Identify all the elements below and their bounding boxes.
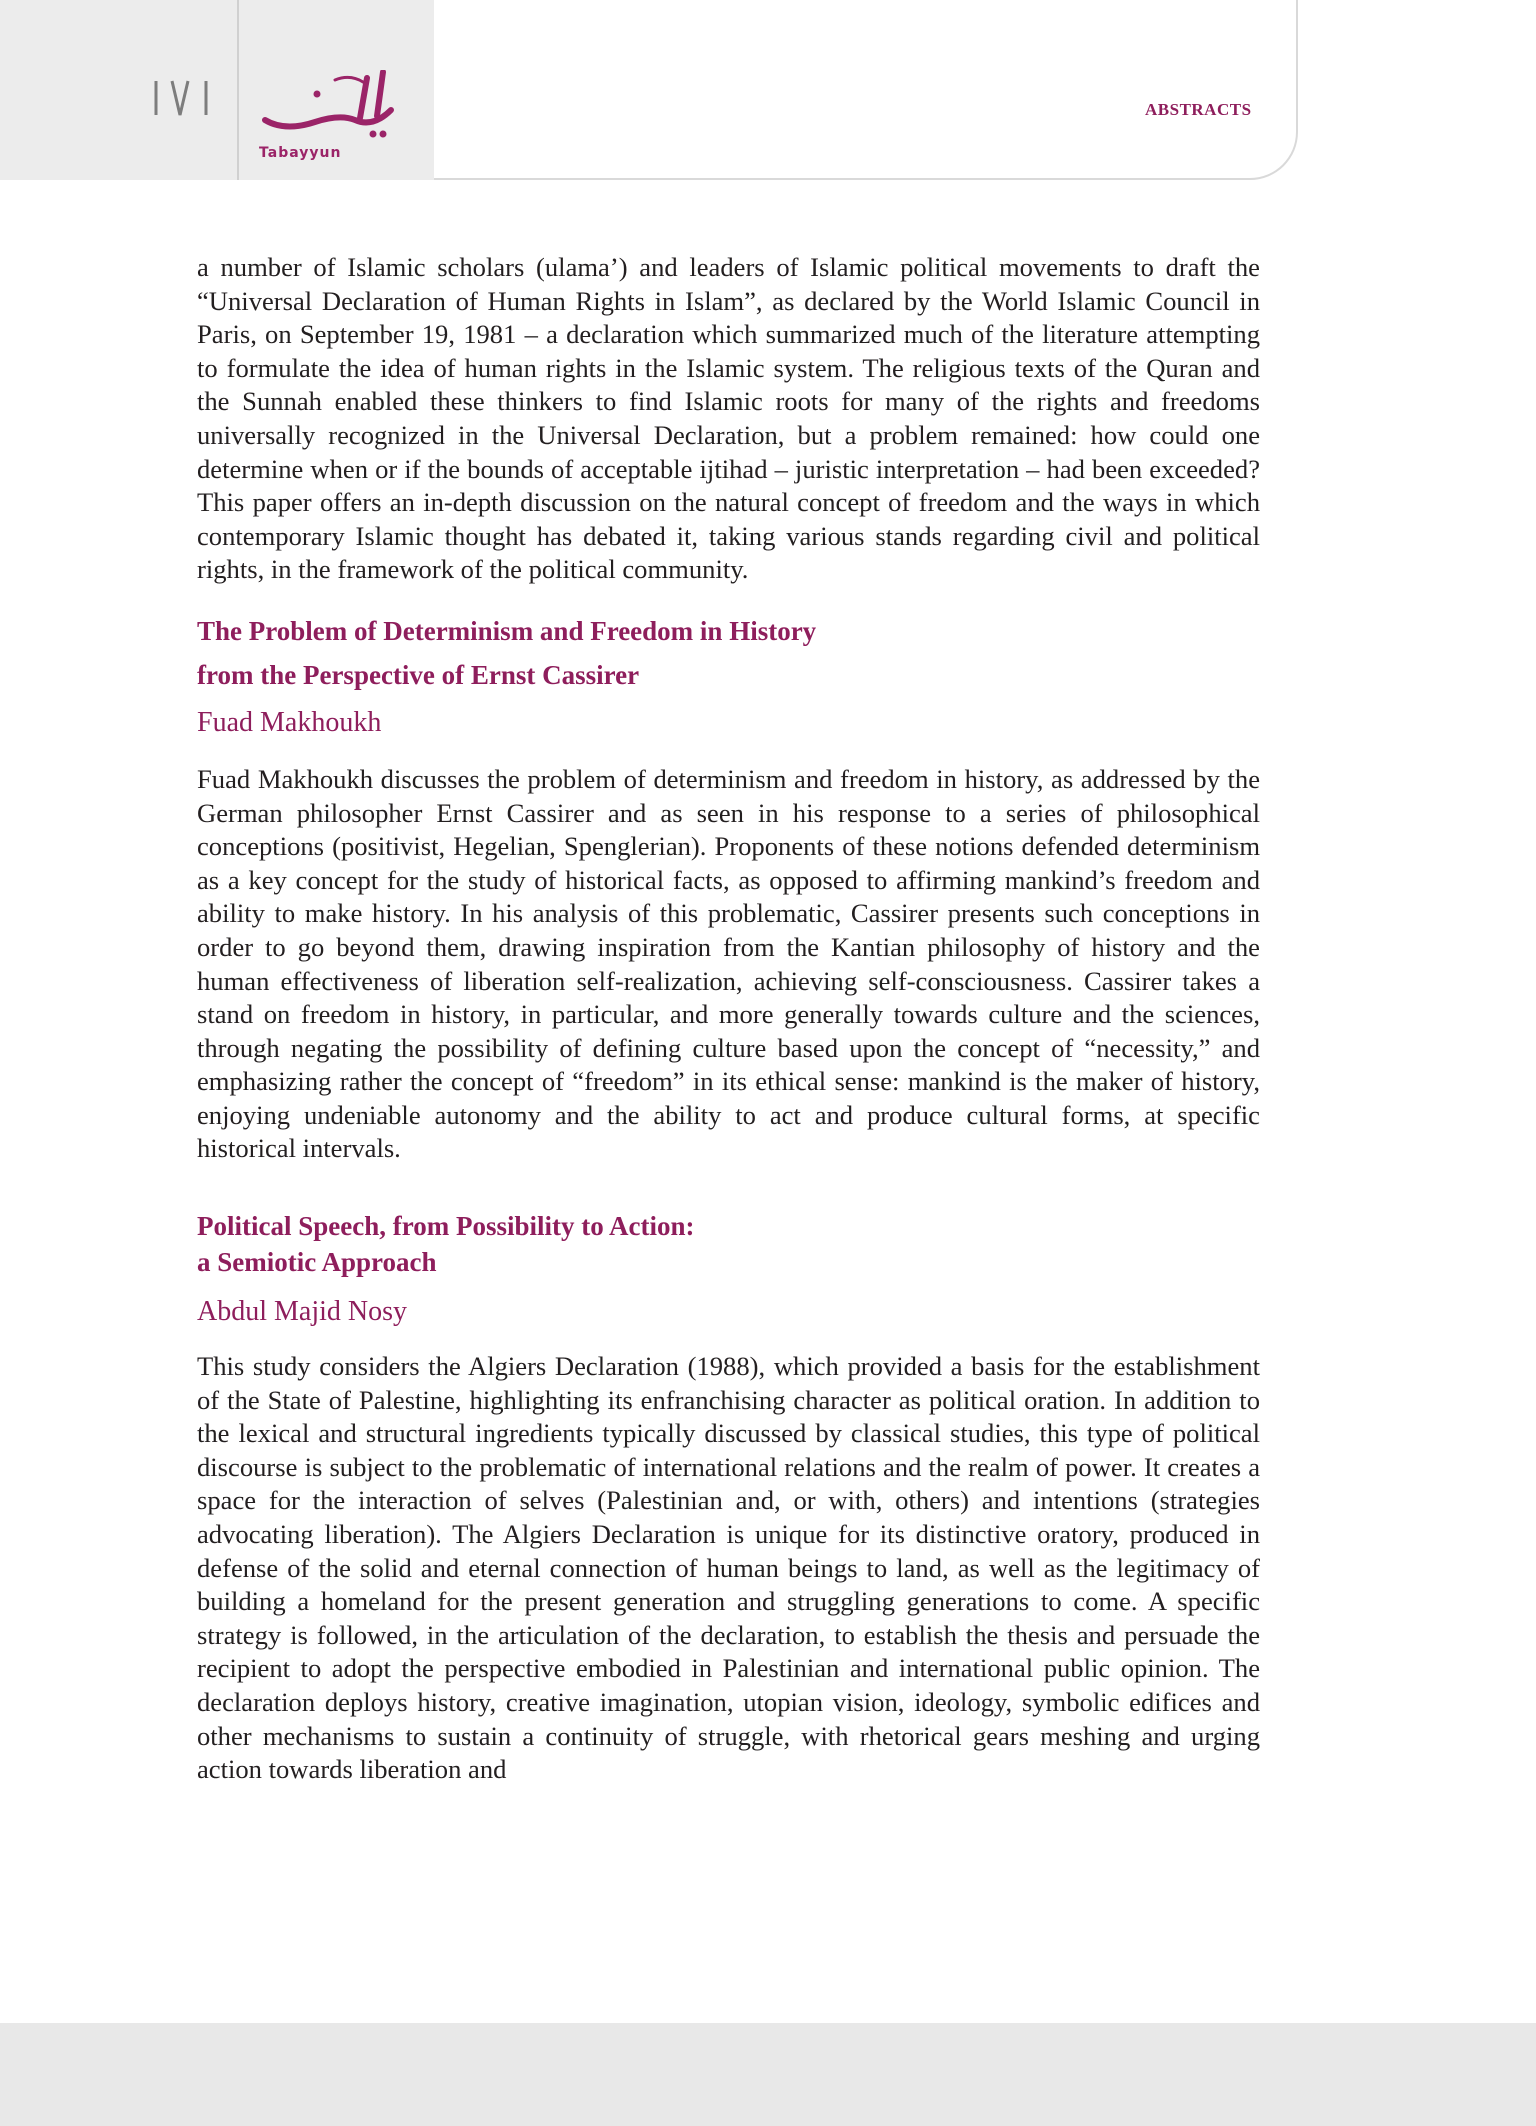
article-2 — [197, 1208, 1260, 1787]
page-number-arabic-digits — [150, 78, 230, 118]
intro-paragraph: a number of Islamic scholars (ulama’) and leaders of Islamic political movements to draft the “Universal Declaration of Human Rights in Islam”, as declared by the World Islamic Council in Paris, on September 19, 1981 – a declaration which summarized much of the literature attempting to formulate the idea of human rights in the Islamic system. The religious texts of the Quran and the Sunnah enabled these thinkers to find Islamic roots for many of the rights and freedoms universally recognized in the Universal Declaration, but a problem remained: how could one determine when or if the bounds of acceptable ijtihad – juristic interpretation – had been exceeded? This paper offers an in-depth discussion on the natural concept of freedom and the ways in which contemporary Islamic thought has debated it, taking various stands regarding civil and political rights, in the framework of the political community. — [197, 252, 1260, 585]
article-1-abstract: Fuad Makhoukh discusses the problem of determinism and freedom in history, as addressed by the German philosopher Ernst Cassirer and as seen in his response to a series of philosophical conceptions (positivist, Hegelian, Spenglerian). Proponents of these notions defended determinism as a key concept for the study of historical facts, as opposed to affirming mankind’s freedom and ability to make history. In his analysis of this problematic, Cassirer presents such conceptions in order to go beyond them, drawing inspiration from the Kantian philosophy of history and the human effectiveness of liberation self-realization, achieving self-consciousness. Cassirer takes a stand on freedom in history, in particular, and more generally towards culture and the sciences, through negating the possibility of defining culture based upon the concept of “necessity,” and emphasizing rather the concept of “freedom” in its ethical sense: mankind is the maker of history, enjoying undeniable autonomy and the ability to act and produce cultural forms, at specific historical intervals. — [197, 763, 1260, 1164]
article-1-title-line1: The Problem of Determinism and Freedom in History — [197, 615, 817, 646]
header-divider — [237, 0, 239, 180]
article-1 — [197, 609, 1260, 1166]
article-content — [197, 251, 1260, 1787]
article-1-author: Fuad Makhoukh — [197, 706, 382, 738]
article-1-title-line2: from the Perspective of Ernst Cassirer — [197, 659, 640, 690]
article-2-title-line2: a Semiotic Approach — [197, 1247, 437, 1278]
logo-latin-text: Tabayyun — [259, 145, 342, 161]
article-2-title-line1: Political Speech, from Possibility to Action: — [197, 1211, 695, 1242]
page-header — [0, 0, 1298, 180]
section-label: ABSTRACTS — [1145, 100, 1252, 119]
tabayyun-logo — [255, 70, 405, 170]
article-2-abstract: This study considers the Algiers Declaration (1988), which provided a basis for the establishment of the State of Palestine, highlighting its enfranchising character as political oration. In addition to the lexical and structural ingredients typically discussed by classical studies, this type of political discourse is subject to the problematic of international relations and the realm of power. It creates a space for the interaction of selves (Palestinian and, or with, others) and intentions (strategies advocating liberation). The Algiers Declaration is unique for its distinctive oratory, produced in defense of the solid and eternal connection of human beings to land, as well as the legitimacy of building a homeland for the present generation and struggling generations to come. A specific strategy is followed, in the articulation of the declaration, to establish the thesis and persuade the recipient to adopt the perspective embodied in Palestinian and international public opinion. The declaration deploys history, creative imagination, utopian vision, ideology, symbolic edifices and other mechanisms to sustain a continuity of struggle, with rhetorical gears meshing and urging action towards liberation and — [197, 1351, 1260, 1785]
logo-calligraphy-icon — [255, 70, 405, 145]
article-2-author: Abdul Majid Nosy — [197, 1296, 407, 1328]
page-number — [150, 78, 230, 118]
footer-band — [0, 2023, 1536, 2126]
